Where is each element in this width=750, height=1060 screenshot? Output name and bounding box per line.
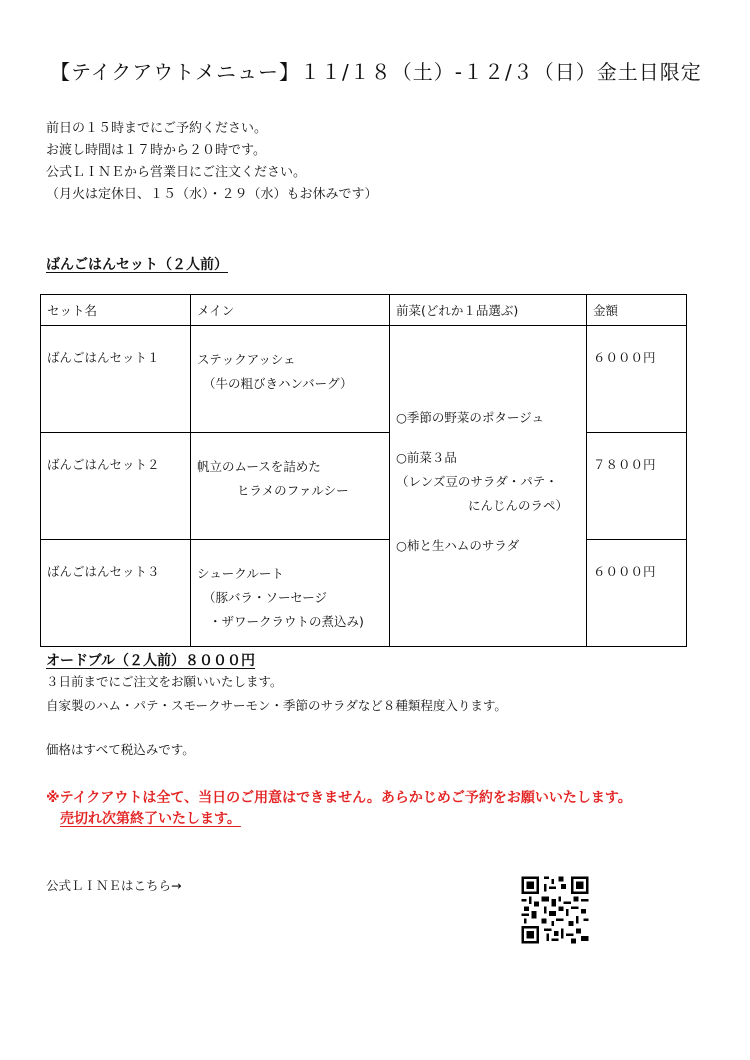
set-price: ６０００円 xyxy=(587,326,687,433)
main-line: シュークルート xyxy=(197,566,284,581)
main-line: ステックアッシェ xyxy=(197,352,296,367)
set-main xyxy=(191,540,390,647)
intro-line-3: 公式ＬＩＮＥから営業日にご注文ください。 xyxy=(46,165,307,180)
line-link-text[interactable]: 公式ＬＩＮＥはこちら→ xyxy=(46,878,182,893)
intro-line-4: （月火は定休日、１５（水）・２９（水）もお休みです） xyxy=(46,187,378,202)
header-main: メイン xyxy=(191,295,390,326)
main-line: ヒラメのファルシー xyxy=(237,483,349,498)
table-row xyxy=(41,433,687,540)
intro-line-1: 前日の１５時までにご予約ください。 xyxy=(46,121,268,136)
intro-line-2: お渡し時間は１７時から２０時です。 xyxy=(46,143,266,158)
page-title: 【テイクアウトメニュー】１１/１８（土）-１２/３（日）金土日限定 xyxy=(50,60,702,84)
zensai-options xyxy=(390,326,587,647)
set-name: ばんごはんセット３ xyxy=(41,540,191,647)
main-line: ・ザワークラウトの煮込み) xyxy=(209,614,364,629)
zensai-line: ○前菜３品 xyxy=(396,450,457,465)
set-name: ばんごはんセット１ xyxy=(41,326,191,433)
table-header-row xyxy=(41,295,687,326)
hors-heading: オードブル（２人前）８０００円 xyxy=(46,653,256,669)
set-name: ばんごはんセット２ xyxy=(41,433,191,540)
header-price: 金額 xyxy=(587,295,687,326)
header-zensai: 前菜(どれか１品選ぶ) xyxy=(390,295,587,326)
main-line: （豚バラ・ソーセージ xyxy=(203,590,328,605)
warning-line-1: ※テイクアウトは全て、当日のご用意はできません。あらかじめご予約をお願いいたします。 xyxy=(46,790,632,806)
set-price: ７８００円 xyxy=(587,433,687,540)
main-line: （牛の粗びきハンバーグ） xyxy=(203,376,353,391)
warning-line-2: 売切れ次第終了いたします。 xyxy=(60,811,241,827)
set-section-heading: ばんごはんセット（２人前） xyxy=(46,257,228,273)
header-set-name: セット名 xyxy=(41,295,191,326)
table-row xyxy=(41,540,687,647)
line-qr-code[interactable] xyxy=(519,874,591,946)
set-menu-table xyxy=(40,294,687,647)
zensai-line: （レンズ豆のサラダ・パテ・ xyxy=(396,474,558,489)
main-line: 帆立のムースを詰めた xyxy=(197,459,321,474)
hors-line-2: 自家製のハム・パテ・スモークサーモン・季節のサラダなど８種類程度入ります。 xyxy=(46,698,507,713)
zensai-line: ○季節の野菜のポタージュ xyxy=(396,410,544,425)
zensai-line: にんじんのラペ） xyxy=(468,498,569,513)
hors-line-1: ３日前までにご注文をお願いいたします。 xyxy=(46,674,283,689)
table-row xyxy=(41,326,687,433)
zensai-line: ○柿と生ハムのサラダ xyxy=(396,538,520,553)
set-main xyxy=(191,433,390,540)
tax-note: 価格はすべて税込みです。 xyxy=(46,742,195,757)
set-price: ６０００円 xyxy=(587,540,687,647)
set-main xyxy=(191,326,390,433)
